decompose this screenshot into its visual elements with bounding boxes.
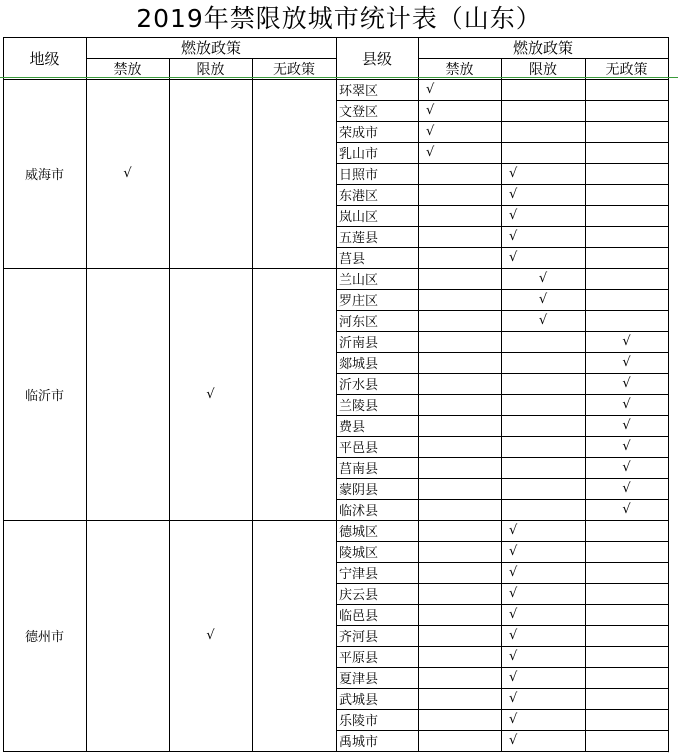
county-policy-check[interactable]: √ bbox=[509, 733, 518, 748]
county-policy-check[interactable]: √ bbox=[509, 229, 518, 244]
county-name[interactable]: 沂水县 bbox=[339, 378, 379, 393]
city-cell[interactable]: 临沂市 bbox=[24, 388, 64, 404]
header-policy-left[interactable]: 燃放政策 bbox=[180, 39, 241, 57]
county-policy-check[interactable]: √ bbox=[509, 565, 518, 580]
county-name[interactable]: 环翠区 bbox=[339, 84, 379, 99]
header-none-left[interactable]: 无政策 bbox=[273, 61, 315, 78]
table-border bbox=[336, 667, 669, 668]
table-border bbox=[336, 436, 669, 437]
county-policy-check[interactable]: √ bbox=[538, 313, 548, 328]
table-border bbox=[336, 730, 669, 731]
table-border bbox=[336, 121, 669, 122]
table-border bbox=[336, 520, 669, 521]
table-border bbox=[336, 457, 669, 458]
county-policy-check[interactable]: √ bbox=[509, 523, 518, 538]
county-name[interactable]: 临沭县 bbox=[339, 504, 379, 519]
county-policy-check[interactable]: √ bbox=[426, 124, 435, 139]
county-name[interactable]: 东港区 bbox=[339, 189, 379, 204]
county-name[interactable]: 庆云县 bbox=[339, 588, 379, 603]
table-border bbox=[86, 58, 336, 59]
table-border bbox=[585, 58, 586, 752]
table-border bbox=[252, 58, 253, 752]
county-policy-check[interactable]: √ bbox=[509, 649, 518, 664]
table-border bbox=[336, 751, 669, 752]
table-border bbox=[668, 37, 669, 752]
table-border bbox=[336, 688, 669, 689]
county-name[interactable]: 齐河县 bbox=[339, 630, 379, 645]
county-name[interactable]: 郯城县 bbox=[339, 357, 379, 372]
city-policy-check[interactable]: √ bbox=[206, 386, 215, 402]
table-border bbox=[336, 541, 669, 542]
table-border bbox=[336, 184, 669, 185]
table-title: 2019年禁限放城市统计表（山东） bbox=[136, 4, 542, 33]
table-border bbox=[336, 499, 669, 500]
county-policy-check[interactable]: √ bbox=[509, 250, 518, 265]
table-border bbox=[336, 142, 669, 143]
table-border bbox=[336, 604, 669, 605]
table-border bbox=[418, 58, 669, 59]
county-name[interactable]: 乳山市 bbox=[339, 147, 379, 162]
sheet-frozen-line bbox=[0, 77, 678, 78]
table-border bbox=[336, 415, 669, 416]
county-policy-check[interactable]: √ bbox=[622, 376, 631, 391]
header-level-city[interactable]: 地级 bbox=[29, 49, 60, 68]
county-policy-check[interactable]: √ bbox=[622, 502, 631, 517]
city-policy-check[interactable]: √ bbox=[206, 628, 215, 643]
county-policy-check[interactable]: √ bbox=[426, 145, 435, 160]
city-policy-check[interactable]: √ bbox=[123, 166, 132, 181]
header-county-level[interactable]: 县级 bbox=[361, 49, 392, 68]
header-ban-right[interactable]: 禁放 bbox=[445, 61, 474, 78]
table-border bbox=[501, 58, 502, 752]
county-policy-check[interactable]: √ bbox=[622, 397, 631, 412]
county-policy-check[interactable]: √ bbox=[509, 628, 518, 643]
county-policy-check[interactable]: √ bbox=[509, 691, 518, 706]
county-name[interactable]: 禹城市 bbox=[339, 735, 379, 750]
table-border bbox=[336, 247, 669, 248]
table-border bbox=[336, 646, 669, 647]
table-border bbox=[3, 37, 4, 752]
county-name[interactable]: 莒南县 bbox=[339, 462, 379, 477]
county-policy-check[interactable]: √ bbox=[622, 481, 631, 496]
table-border bbox=[336, 709, 669, 710]
county-name[interactable]: 河东区 bbox=[339, 315, 379, 330]
county-policy-check[interactable]: √ bbox=[538, 271, 548, 286]
county-policy-check[interactable]: √ bbox=[622, 355, 631, 370]
table-border bbox=[336, 100, 669, 101]
county-name[interactable]: 岚山区 bbox=[339, 210, 379, 225]
county-policy-check[interactable]: √ bbox=[509, 187, 518, 202]
header-limit-right[interactable]: 限放 bbox=[529, 61, 557, 78]
table-border bbox=[336, 625, 669, 626]
table-border bbox=[336, 562, 669, 563]
table-border bbox=[336, 205, 669, 206]
county-name[interactable]: 陵城区 bbox=[339, 546, 379, 561]
county-name[interactable]: 平原县 bbox=[339, 651, 379, 666]
county-policy-check[interactable]: √ bbox=[509, 607, 518, 622]
city-cell[interactable]: 德州市 bbox=[24, 630, 64, 645]
table-border bbox=[336, 268, 669, 269]
table-border bbox=[336, 373, 669, 374]
county-name[interactable]: 武城县 bbox=[339, 693, 379, 708]
county-name[interactable]: 费县 bbox=[339, 420, 366, 435]
header-limit-left[interactable]: 限放 bbox=[196, 61, 225, 78]
county-name[interactable]: 沂南县 bbox=[339, 336, 379, 351]
county-policy-check[interactable]: √ bbox=[426, 82, 435, 97]
table-border bbox=[86, 37, 87, 752]
table-border bbox=[336, 310, 669, 311]
county-policy-check[interactable]: √ bbox=[509, 166, 518, 181]
county-name[interactable]: 兰山区 bbox=[339, 273, 379, 288]
table-border bbox=[336, 583, 669, 584]
county-name[interactable]: 文登区 bbox=[339, 105, 379, 120]
county-name[interactable]: 五莲县 bbox=[339, 231, 379, 246]
header-none-right[interactable]: 无政策 bbox=[605, 61, 648, 78]
county-policy-check[interactable]: √ bbox=[509, 208, 518, 223]
county-policy-check[interactable]: √ bbox=[622, 334, 631, 349]
city-cell[interactable]: 威海市 bbox=[24, 168, 64, 183]
county-name[interactable]: 平邑县 bbox=[339, 441, 379, 456]
county-name[interactable]: 蒙阴县 bbox=[339, 483, 379, 498]
county-policy-check[interactable]: √ bbox=[509, 670, 518, 685]
county-policy-check[interactable]: √ bbox=[509, 586, 518, 601]
header-policy-right[interactable]: 燃放政策 bbox=[512, 39, 573, 57]
county-name[interactable]: 临邑县 bbox=[339, 609, 379, 624]
table-border bbox=[336, 289, 669, 290]
table-border bbox=[336, 352, 669, 353]
county-name[interactable]: 荣成市 bbox=[339, 126, 379, 141]
county-name[interactable]: 兰陵县 bbox=[339, 399, 379, 414]
county-name[interactable]: 日照市 bbox=[339, 168, 379, 183]
county-name[interactable]: 德城区 bbox=[339, 525, 379, 540]
county-name[interactable]: 宁津县 bbox=[339, 567, 379, 582]
header-ban-left[interactable]: 禁放 bbox=[113, 61, 142, 78]
county-policy-check[interactable]: √ bbox=[509, 712, 518, 727]
county-name[interactable]: 乐陵市 bbox=[339, 714, 379, 729]
county-name[interactable]: 夏津县 bbox=[339, 672, 379, 687]
county-policy-check[interactable]: √ bbox=[622, 439, 631, 454]
table-border bbox=[169, 58, 170, 752]
table-border bbox=[336, 37, 337, 752]
table-border bbox=[336, 331, 669, 332]
table-border bbox=[418, 37, 419, 752]
county-name[interactable]: 莒县 bbox=[339, 252, 366, 267]
table-border bbox=[336, 226, 669, 227]
table-border bbox=[336, 163, 669, 164]
county-name[interactable]: 罗庄区 bbox=[339, 294, 379, 309]
county-policy-check[interactable]: √ bbox=[622, 418, 631, 433]
county-policy-check[interactable]: √ bbox=[509, 544, 518, 559]
county-policy-check[interactable]: √ bbox=[426, 103, 435, 118]
table-border bbox=[336, 478, 669, 479]
table-border bbox=[336, 394, 669, 395]
county-policy-check[interactable]: √ bbox=[538, 292, 548, 307]
county-policy-check[interactable]: √ bbox=[622, 460, 631, 475]
